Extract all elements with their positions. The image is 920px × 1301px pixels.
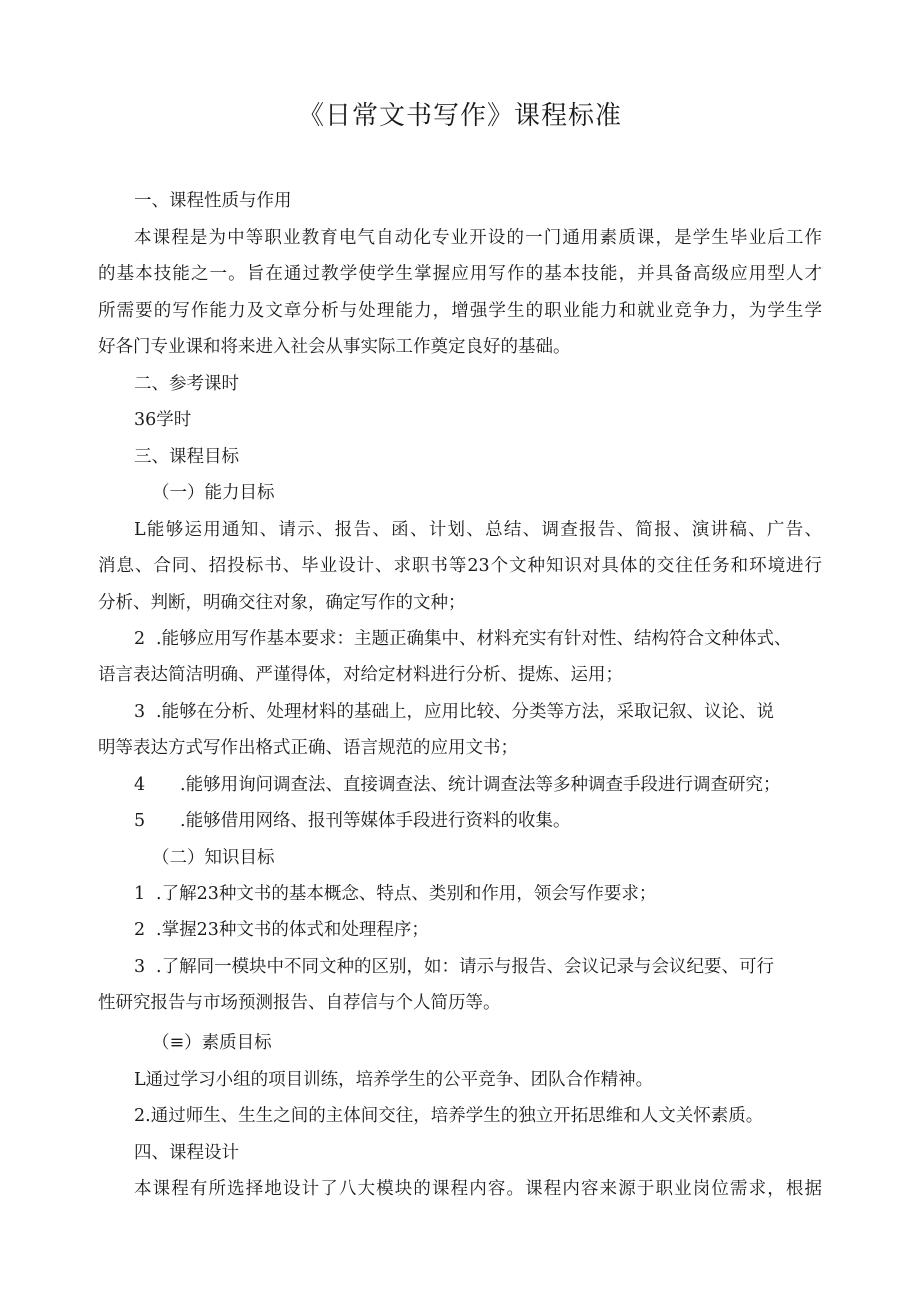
list-number: 2 (134, 920, 146, 940)
list-item-line: 明等表达方式写作出格式正确、语言规范的应用文书； (98, 738, 518, 758)
list-text: .了解同一模块中不同文种的区别，如：请示与报告、会议记录与会议纪要、可行 (156, 957, 775, 977)
list-number: 4 (134, 775, 146, 795)
list-item-line (134, 882, 656, 906)
list-item-line: 2.通过师生、生生之间的主体间交往，培养学生的独立开拓思维和人文关怀素质。 (134, 1106, 764, 1126)
paragraph-line: 的基本技能之一。旨在通过教学使学生掌握应用写作的基本技能，并具备高级应用型人才 (98, 264, 822, 284)
list-item-line (134, 955, 774, 979)
hours-value: 36学时 (134, 410, 192, 430)
list-item-line: L通过学习小组的项目训练，培养学生的公平竞争、团队合作精神。 (134, 1070, 654, 1090)
list-item-line: 消息、合同、招投标书、毕业设计、求职书等23个文种知识对具体的交往任务和环境进行 (98, 556, 822, 576)
list-text: .能够应用写作基本要求：主题正确集中、材料充实有针对性、结构符合文种体式、 (156, 629, 792, 649)
list-text: .能够借用网络、报刊等媒体手段进行资料的收集。 (180, 811, 571, 831)
paragraph-line: 本课程是为中等职业教育电气自动化专业开设的一门通用素质课，是学生毕业后工作 (134, 228, 822, 248)
list-item-line: 语言表达简洁明确、严谨得体，对给定材料进行分析、提炼、运用； (98, 665, 623, 685)
subheading-ability: （一）能力目标 (152, 483, 275, 503)
paragraph-line: 所需要的写作能力及文章分析与处理能力，增强学生的职业能力和就业竞争力，为学生学 (98, 301, 822, 321)
list-number: 1 (134, 884, 146, 904)
list-number: 5 (134, 811, 146, 831)
list-item-line: 性研究报告与市场预测报告、自荐信与个人简历等。 (98, 993, 501, 1013)
list-item-line (134, 700, 774, 724)
list-number: 3 (134, 957, 146, 977)
paragraph-line: 好各门专业课和将来进入社会从事实际工作奠定良好的基础。 (98, 337, 571, 357)
list-text: .了解23种文书的基本概念、特点、类别和作用，领会写作要求； (156, 884, 657, 904)
section-heading-goals: 三、课程目标 (134, 447, 239, 467)
section-heading-design: 四、课程设计 (134, 1143, 239, 1163)
list-item-line: L能够运用通知、请示、报告、函、计划、总结、调查报告、简报、演讲稿、广告、 (134, 520, 822, 540)
subheading-quality: （≡）素质目标 (152, 1033, 272, 1053)
list-text: .能够用询问调查法、直接调查法、统计调查法等多种调查手段进行调查研究； (180, 775, 781, 795)
list-item-line: 分析、判断，明确交往对象，确定写作的文种； (98, 593, 466, 613)
subheading-knowledge: （二）知识目标 (152, 848, 275, 868)
list-text: .能够在分析、处理材料的基础上，应用比较、分类等方法，采取记叙、议论、说 (156, 702, 775, 722)
paragraph-line: 本课程有所选择地设计了八大模块的课程内容。课程内容来源于职业岗位需求，根据 (134, 1179, 822, 1199)
list-item-line (134, 773, 781, 797)
list-item-line (134, 627, 792, 651)
list-text: .掌握23种文书的体式和处理程序； (156, 920, 429, 940)
document-title: 《日常文书写作》课程标准 (297, 101, 622, 131)
section-heading-hours: 二、参考课时 (134, 374, 239, 394)
list-item-line (134, 918, 429, 942)
list-item-line (134, 809, 571, 833)
section-heading-nature: 一、课程性质与作用 (134, 191, 292, 211)
list-number: 3 (134, 702, 146, 722)
list-number: 2 (134, 629, 146, 649)
